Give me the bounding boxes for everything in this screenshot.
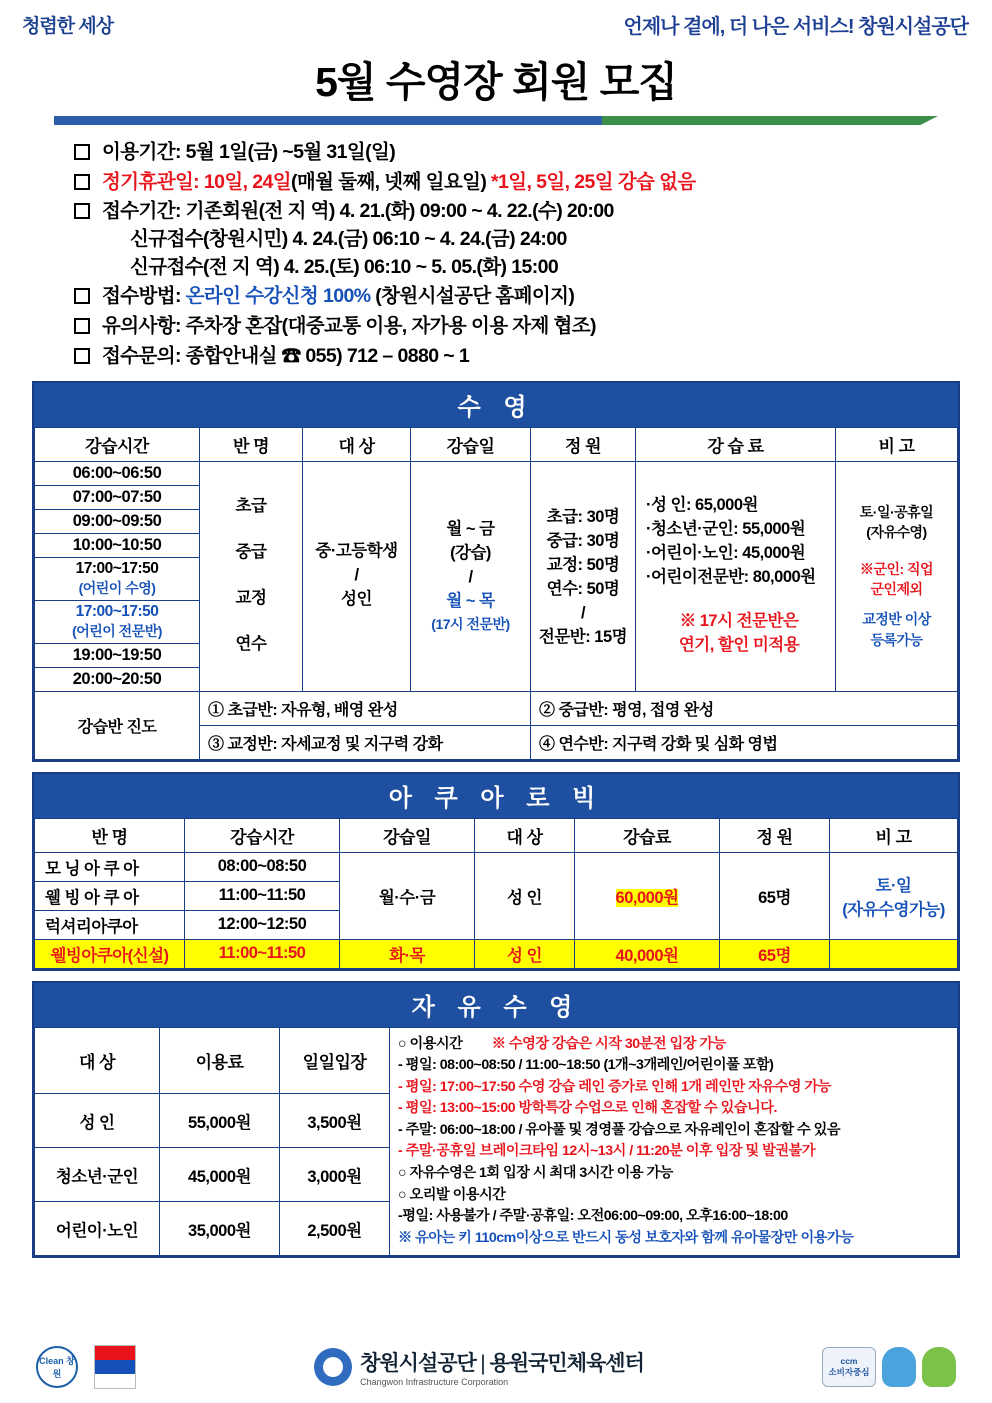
cell-days (411, 461, 531, 691)
cell-class: 모 닝 아 쿠 아 (35, 852, 185, 881)
cell-capacity (531, 461, 636, 691)
organization-logo (22, 11, 113, 38)
progress-desc: 자세교정 및 지구력 강화 (281, 735, 443, 753)
cell-target: 성 인 (475, 852, 575, 939)
capacity-line: 초급: 30명 (546, 508, 620, 527)
center-name: 용원국민체육센터 (489, 1352, 644, 1375)
cell-time: 19:00~19:50 (35, 643, 200, 667)
info-value: 온라인 수강신청 100% (185, 285, 371, 308)
ccm-badge-icon (822, 1347, 876, 1387)
cell-target: 청소년·군인 (35, 1148, 160, 1202)
info-list (14, 139, 978, 371)
blue-mascot-icon (882, 1347, 916, 1387)
title-divider (54, 116, 938, 125)
info-label: 유의사항: (102, 315, 181, 338)
cell-fee: 35,000원 (160, 1202, 280, 1256)
info-value: 종합안내실 ☎ 055) 712 – 0880 ~ 1 (185, 344, 470, 367)
cell-time: 11:00~11:50 (185, 939, 340, 968)
progress-number: ③ (208, 735, 224, 753)
korea-flag-mark-icon (94, 1345, 136, 1389)
capacity-line: 연수: 50명 (546, 580, 620, 598)
fee-line: ·어린이전문반: 80,000원 (646, 568, 816, 586)
note-line: ○ 자유수영은 1회 입장 시 최대 3시간 이용 가능 (398, 1164, 673, 1181)
col-daily: 일일입장 (280, 1027, 390, 1094)
info-label: 접수문의: (102, 344, 181, 367)
progress-number: ④ (539, 735, 555, 753)
target-line: / (354, 566, 359, 585)
progress-row (35, 691, 958, 725)
cell-time: 08:00~08:50 (185, 852, 340, 881)
col-class: 반 명 (35, 818, 185, 852)
note-line: ○ 오리발 이용시간 (398, 1186, 506, 1203)
note-line (398, 1034, 949, 1056)
cell-fee (636, 461, 836, 691)
days-line-highlight: 월 ~ 목 (446, 591, 495, 610)
header-slogan: 언제나 곁에, 더 나은 서비스! 창원시설공단 (623, 16, 968, 38)
col-target: 대 상 (35, 1027, 160, 1094)
progress-desc: 지구력 강화 및 심화 영법 (612, 735, 778, 753)
page-title: 5월 수영장 회원 모집 (315, 59, 677, 105)
table-row (35, 461, 958, 485)
table-row-new (35, 939, 958, 968)
cell-capacity: 65명 (720, 939, 830, 968)
cell-fee: 45,000원 (160, 1148, 280, 1202)
note-line: - 주말: 06:00~18:00 / 유아풀 및 경영풀 강습으로 자유레인이 혼잡할 수 있음 (398, 1121, 841, 1138)
cell-target (303, 461, 411, 691)
remark-line: (자유수영) (866, 524, 927, 541)
footer-badges (822, 1347, 956, 1387)
cell-time-sub: (어린이 수영) (78, 579, 156, 596)
info-subline: 신규접수(전 지 역) 4. 25.(토) 06:10 ~ 5. 05.(화) 15:00 (130, 255, 559, 278)
note-line: - 평일: 13:00~15:00 방학특강 수업으로 인해 혼잡할 수 있습니다. (398, 1100, 777, 1117)
cell-time-kids-pro (35, 600, 200, 643)
fee-line: ·청소년·군인: 55,000원 (646, 520, 806, 539)
col-class: 반 명 (200, 427, 303, 461)
remark-line: 군인제외 (870, 581, 923, 597)
info-subline: 신규접수(창원시민) 4. 24.(금) 06:10 ~ 4. 24.(금) 24:00 (130, 228, 567, 251)
cell-fee: 55,000원 (160, 1094, 280, 1148)
col-target: 대 상 (303, 427, 411, 461)
aqua-table (34, 818, 958, 969)
aqua-section-title: 아 쿠 아 로 빅 (34, 774, 958, 818)
fee-line: ·성 인: 65,000원 (646, 496, 758, 515)
note-extra: ※ 수영장 강습은 시작 30분전 입장 가능 (491, 1035, 726, 1052)
ccm-badge-line: 소비자중심 (828, 1367, 870, 1377)
class-name: 초급 (235, 497, 267, 516)
swim-table (34, 427, 958, 760)
cell-days: 월·수·금 (340, 852, 475, 939)
info-label: 정기휴관일: (102, 170, 200, 193)
days-line: 월 ~ 금 (446, 520, 495, 538)
note-line: -평일: 사용불가 / 주말·공휴일: 오전06:00~09:00, 오후16:00~18:00 (398, 1208, 788, 1225)
info-item-closed-days (74, 169, 956, 197)
progress-name: 교정반: (227, 735, 278, 753)
progress-number: ① (208, 701, 224, 719)
progress-item (200, 691, 531, 725)
progress-number: ② (539, 701, 555, 719)
swim-section-title: 수 영 (34, 383, 958, 427)
info-value: 5월 1일(금) ~5월 31일(일) (185, 141, 396, 163)
cell-remark (836, 461, 958, 691)
cell-remark (830, 852, 958, 939)
progress-name: 중급반: (558, 701, 609, 719)
header-bar (14, 0, 978, 43)
cell-time: 17:00~17:50 (75, 602, 159, 620)
aqua-section (32, 772, 960, 971)
footer-certifications (36, 1345, 136, 1389)
progress-name: 초급반: (227, 701, 278, 719)
info-suffix: (매월 둘째, 넷째 일요일) (291, 170, 487, 193)
cell-class: 웰 빙 아 쿠 아 (35, 881, 185, 910)
note-line: ※ 유아는 키 110cm이상으로 반드시 동성 보호자와 함께 유아물장만 이용가능 (398, 1229, 854, 1246)
col-time: 강습시간 (185, 818, 340, 852)
days-line: / (468, 567, 473, 586)
col-time: 강습시간 (35, 427, 200, 461)
cell-target: 어린이·노인 (35, 1202, 160, 1256)
remark-line: 등록가능 (870, 631, 923, 648)
fee-note: 연기, 할인 미적용 (678, 635, 800, 654)
class-name: 연수 (235, 634, 267, 653)
progress-name: 연수반: (558, 735, 609, 753)
note-line: - 평일: 08:00~08:50 / 11:00~18:50 (1개~3개레인/어린이풀 포함) (398, 1057, 774, 1074)
cell-class-names (200, 461, 303, 691)
checkbox-icon (74, 203, 90, 219)
fee-value: 60,000원 (615, 888, 679, 907)
remark-line: (자유수영가능) (842, 900, 945, 919)
info-value: 주차장 혼잡(대중교통 이용, 자가용 이용 자제 협조) (185, 315, 596, 338)
class-name: 교정 (235, 589, 267, 607)
cell-fee: 40,000원 (575, 939, 720, 968)
info-label: 이용기간: (102, 141, 181, 163)
free-swim-table (34, 1027, 958, 1257)
fee-line: ·어린이·노인: 45,000원 (646, 544, 806, 563)
free-swim-section (32, 981, 960, 1259)
cell-target: 성 인 (35, 1094, 160, 1148)
col-fee: 이용료 (160, 1027, 280, 1094)
footer-corporation: 창원시설공단 | 용원국민체육센터 Changwon Infrastructure Corporation (314, 1347, 644, 1387)
cell-time: 17:00~17:50 (75, 559, 159, 577)
cell-remark (830, 939, 958, 968)
info-value: 기존회원(전 지 역) 4. 21.(화) 09:00 ~ 4. 22.(수) 20:00 (185, 200, 614, 223)
info-note: *1일, 5일, 25일 강습 없음 (491, 170, 696, 193)
free-swim-section-title: 자 유 수 영 (34, 983, 958, 1027)
col-capacity: 정 원 (720, 818, 830, 852)
cell-time: 12:00~12:50 (185, 910, 340, 939)
remark-line: 토·일·공휴일 (859, 504, 934, 521)
swim-section (32, 381, 960, 762)
cell-daily: 3,500원 (280, 1094, 390, 1148)
note-line: - 평일: 17:00~17:50 수영 강습 레인 증가로 인해 1개 레인만 자유수영 가능 (398, 1078, 831, 1095)
cell-time-sub: (어린이 전문반) (72, 622, 162, 639)
cell-capacity: 65명 (720, 852, 830, 939)
info-suffix: (창원시설공단 홈페이지) (375, 285, 575, 308)
capacity-line: 중급: 30명 (546, 532, 620, 551)
info-item-contact (74, 343, 956, 371)
remark-line: 토·일 (875, 876, 912, 895)
cell-time-kids (35, 557, 200, 600)
cell-time: 20:00~20:50 (35, 667, 200, 691)
cell-class: 럭셔리아쿠아 (35, 910, 185, 939)
progress-item (531, 691, 958, 725)
cell-class: 웰빙아쿠아(신설) (35, 939, 185, 968)
checkbox-icon (74, 174, 90, 190)
checkbox-icon (74, 318, 90, 334)
cell-daily: 3,000원 (280, 1148, 390, 1202)
remark-line: ※군인: 직업 (859, 560, 934, 577)
table-header-row (35, 427, 958, 461)
target-line: 중·고등학생 (315, 542, 398, 561)
class-name: 중급 (235, 543, 267, 562)
cell-target: 성 인 (475, 939, 575, 968)
info-item-application-method (74, 283, 956, 311)
col-capacity: 정 원 (531, 427, 636, 461)
capacity-line: 교정: 50명 (546, 556, 620, 575)
note-text: ○ 이용시간 (398, 1035, 463, 1052)
col-fee: 강 습 료 (636, 427, 836, 461)
logo-text: 청렴한 세상 (22, 16, 114, 37)
info-item-application-period (74, 198, 956, 281)
free-swim-notes (390, 1027, 958, 1256)
col-remark: 비 고 (836, 427, 958, 461)
target-line: 성인 (341, 589, 372, 608)
progress-desc: 평영, 접영 완성 (612, 701, 714, 719)
cell-time: 07:00~07:50 (35, 485, 200, 509)
col-fee: 강습료 (575, 818, 720, 852)
days-note: (17시 전문반) (431, 615, 510, 632)
info-item-period (74, 139, 956, 167)
col-days: 강습일 (340, 818, 475, 852)
checkbox-icon (74, 348, 90, 364)
clean-certification-icon: Clean 창원 (36, 1346, 78, 1388)
progress-item (200, 725, 531, 759)
cell-fee (575, 852, 720, 939)
footer (0, 1345, 992, 1389)
corporation-logo-icon (314, 1348, 352, 1386)
cell-time: 09:00~09:50 (35, 509, 200, 533)
table-row (35, 852, 958, 881)
info-value: 10일, 24일 (203, 170, 292, 193)
col-target: 대 상 (475, 818, 575, 852)
cell-daily: 2,500원 (280, 1202, 390, 1256)
info-label: 접수방법: (102, 285, 181, 308)
ccm-badge-line: ccm (840, 1356, 858, 1366)
corporation-name: 창원시설공단 (360, 1352, 476, 1375)
cell-time: 06:00~06:50 (35, 461, 200, 485)
fee-note: ※ 17시 전문반은 (679, 611, 799, 630)
capacity-line: 전문반: 15명 (538, 627, 628, 646)
note-line: - 주말·공휴일 브레이크타임 12시~13시 / 11:20분 이후 입장 및 발권불가 (398, 1143, 815, 1160)
corporation-name-en: Changwon Infrastructure Corporation (360, 1377, 509, 1387)
remark-line: 교정반 이상 (862, 611, 931, 628)
cell-time: 10:00~10:50 (35, 533, 200, 557)
info-label: 접수기간: (102, 200, 181, 223)
cell-time: 11:00~11:50 (185, 881, 340, 910)
capacity-line: / (580, 603, 586, 622)
info-item-caution (74, 313, 956, 341)
table-header-row (35, 1027, 958, 1094)
progress-item (531, 725, 958, 759)
col-remark: 비 고 (830, 818, 958, 852)
col-days: 강습일 (411, 427, 531, 461)
progress-desc: 자유형, 배영 완성 (281, 701, 398, 719)
checkbox-icon (74, 288, 90, 304)
checkbox-icon (74, 144, 90, 160)
cell-days: 화·목 (340, 939, 475, 968)
green-mascot-icon (922, 1347, 956, 1387)
days-line: (강습) (450, 543, 491, 562)
table-header-row (35, 818, 958, 852)
progress-label: 강습반 진도 (35, 691, 200, 759)
